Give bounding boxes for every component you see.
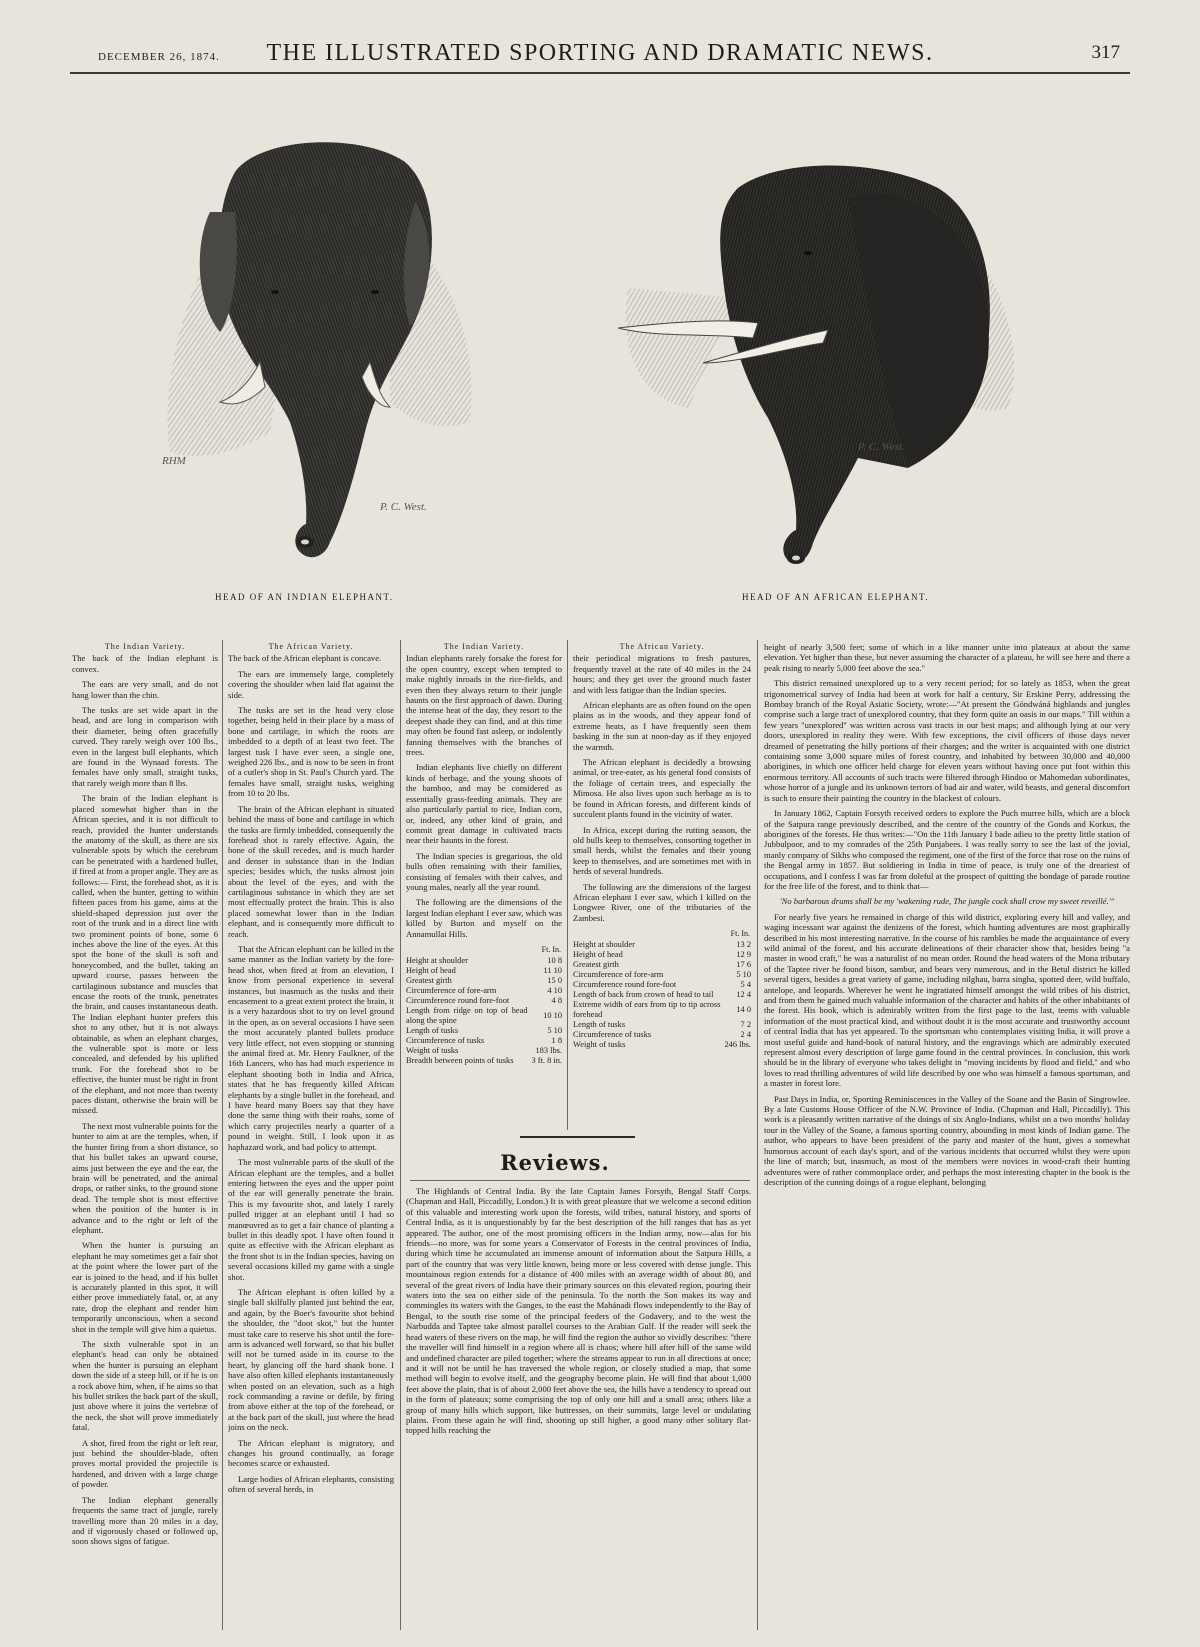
- column-heading: The African Variety.: [619, 642, 705, 651]
- right-plate-caption: HEAD OF AN AFRICAN ELEPHANT.: [742, 592, 930, 602]
- unit-header: Ft. In.: [541, 944, 561, 954]
- column-rule: [400, 640, 401, 1630]
- paragraph: The brain of the African elephant is situated behind the mass of bone and cartilage in which the tusks are firmly imbedded, consequently the forehead shot is rarely effective. Again, the bone of the skull recedes, and is much harder and denser in substance than in the Indian species; besides which, the tusks almost join about the level of the eyes, and with the cartilaginous substance in which they are set most effectually protect the brain. This is also placed somewhat lower than in the Indian elephant, and is consequently more difficult to reach.: [228, 803, 394, 939]
- quoted-verse: 'No barbarous drums shall be my 'wakening rude, The jungle cock shall crow my sweet reveillé.'": [779, 896, 1115, 907]
- table-row: Circumference round fore-foot 5 4: [573, 980, 751, 990]
- paragraph: The following are the dimensions of the largest African elephant I ever saw, which I killed on the Longwee River, one of the tributaries of the Zambesi.: [573, 881, 751, 923]
- issue-date: DECEMBER 26, 1874.: [98, 51, 220, 63]
- paragraph: The most vulnerable parts of the skull of the African elephant are the temples, and a bullet entering between the eyes and the upper point of the ear will generally penetrate the brain. This is my favourite shot, and lately I rarely pulled trigger at an elephant until I had so manœuvred as to get a fair chance of planting a bullet in this deadly spot. I have often found it quite as effective with the African elephant as the front shot is in the Indian species, having on several occasions killed my game with a single shot.: [228, 1157, 394, 1282]
- paragraph: their periodical migrations to fresh pastures, frequently travel at the rate of 40 miles in the 24 hours; and they get over the ground much faster and with less fatigue than the Indian species.: [573, 653, 751, 695]
- svg-text:RHM: RHM: [162, 455, 186, 467]
- paragraph: In January 1862, Captain Forsyth received orders to explore the Puch murree hills, which are a block of the Satpura range previously described, and the centre of the country of the Gonds and Korkus, the aborigines of the forests. He thus writes:—"On the 11th January I bade adieu to the pretty little station of Jubbulpoor, and to my comrades of the 25th Punjabees. I was really sorry to see the last of the jovial, manly company of Sikhs who composed the regiment, one of the first of the force that rose on the ruins of the Bengal army in 1857. But soldiering in India in time of peace, is truly one of the dreariest of occupations, and I confess I was far from doleful at the prospect of quitting the bondage of parade routine for the free life of the forest, and to think that—: [764, 808, 1130, 891]
- table-row: Height at shoulder 13 2: [573, 940, 751, 950]
- page-number: 317: [1091, 42, 1120, 63]
- table-row: Height of head 11 10: [406, 965, 562, 975]
- paragraph: The African elephant is migratory, and changes his ground continually, as forage becomes scarce or exhausted.: [228, 1437, 394, 1469]
- table-row: Circumference of tusks 2 4: [573, 1030, 751, 1040]
- paragraph: The ears are very small, and do not hang lower than the chin.: [72, 679, 218, 700]
- column-rule: [567, 640, 568, 1130]
- paragraph: The Indian elephant generally frequents the same tract of jungle, rarely travelling more than 20 miles in a day, and if vigorously chased or followed up, soon shows signs of fatigue.: [72, 1494, 218, 1547]
- table-row: Greatest girth 17 6: [573, 960, 751, 970]
- left-plate-caption: HEAD OF AN INDIAN ELEPHANT.: [215, 592, 394, 602]
- paragraph: The following are the dimensions of the largest Indian elephant I ever saw, which was killed by Burton and myself on the Annamullai Hills.: [406, 897, 562, 939]
- paragraph: The African elephant is decidedly a browsing animal, or tree-eater, as his general food consists of the foliage of certain trees, and especially the Mimosa. He also lives upon such herbage as is to be found in African forests, and different kinds of succulent plants found in the vicinity of water.: [573, 757, 751, 820]
- table-row: Weight of tusks 183 lbs.: [406, 1045, 562, 1055]
- paragraph: The back of the Indian elephant is convex.: [72, 653, 218, 674]
- column-rule: [222, 640, 223, 1630]
- paragraph: The Highlands of Central India. By the late Captain James Forsyth, Bengal Staff Corps. (Chapman and Hall, Piccadilly, London.) It is with great pleasure that we welcome a second edition of this valuable and interesting work upon the forests, wild tribes, natural history, and sports of Central India, as it is unquestionably by far the best description of the hill ranges that has as yet appeared. The author, one of the most promising officers in the Indian army, now—alas for his friends—no more, was for some years a Conservator of Forests in the central provinces of India, during which time he accumulated an immense amount of information about the Satpura Hills, a part of the country that was very little known, being more or less covered with dense jungle. This mountainous region extends for a distance of 400 miles with an average width of about 80, and several of the great rivers of India have their primary sources on this elevated region, pouring their waters into the sea on either side of the peninsula. To the north the Son makes its way and commingles its waters with the Ganges, to the east the Mahánadi flows independently to the Bay of Bengal, to the south rise some of the principal feeders of the Godavery, and to the west the Narbudda and Taptee take almost parallel courses to the Arabian Gulf. If the reader will seek the head waters of these rivers on the map, he will find the region the author so vividly describes: "there the traveller will find himself in a region where all is chaos; where hill after hill of the same wild and undefined character are piled together; where the streams appear to run in all directions at once; and it will not be until he has traversed the whole region, or closely studied a map, that some method will begin to evolve itself, and the geography become plain. He will find that about 1,000 feet above the plain, that is of about 2,000 feet above the sea, the hills have a tendency to spread out in the form of plateaux; some comprising the top of only one hill and a small area; others like a group of many hills which support, like buttresses, on their summits, large level or undulating plains. From these again he will find, shooting up still higher, a good many other solitary flat-topped hills reaching the: [406, 1186, 751, 1436]
- table-row: Circumference round fore-foot 4 8: [406, 995, 562, 1005]
- table-row: Length of tusks 7 2: [573, 1020, 751, 1030]
- paragraph: The Indian species is gregarious, the old bulls often remaining with their families, consisting of females with their calves, and young males, nearly all the year round.: [406, 850, 562, 892]
- paragraph: The sixth vulnerable spot in an elephant's head can only be obtained when the hunter is pursuing an elephant down the side of a steep hill, or if he is on a rock above him, when, if he aims so that his bullet strikes the back part of the skull, just above where it joins the vertebræ of the neck, the shot will prove immediately fatal.: [72, 1339, 218, 1433]
- table-row: Circumference of fore-arm 4 10: [406, 985, 562, 995]
- table-row: Length from ridge on top of head along the spine 10 10: [406, 1005, 562, 1025]
- paragraph: In Africa, except during the rutting season, the old bulls keep to themselves, consorting together in small herds, whilst the females and their young keep to themselves, and are sometimes met with in herds of several hundreds.: [573, 824, 751, 877]
- paragraph: African elephants are as often found on the open plains as in the woods, and they appear fond of extreme heats, as I have frequently seen them basking in the sun at noon-day as if they enjoyed the warmth.: [573, 700, 751, 752]
- paragraph: That the African elephant can be killed in the same manner as the Indian variety by the fore-head shot, when fired at from an elevation, I know from personal experience in several instances, but inasmuch as the tusks and their encasement to a great extent protect the brain, it is a very hazardous shot to try on level ground in the open, as on several occasions I have seen the most accurately planted bullets produce very little effect, not even stopping or stunning the animal fired at. Mr. Henry Faulkner, of the 16th Lancers, who has had much experience in elephant shooting both in India and Africa, states that he has frequently killed African elephants by a single bullet in the forehead, and I have heard many Boers say that they have done the same thing with their roahs, some of which carry projectiles nearly a quarter of a pound in weight. Still, I look upon it as haphazard work, and bad policy to attempt.: [228, 943, 394, 1152]
- review-highlands-central-india: [406, 1186, 751, 1628]
- reviews-heading: Reviews.: [500, 1150, 610, 1175]
- paragraph: Indian elephants rarely forsake the forest for the open country, except when tempted to make nightly inroads in the rice-fields, and even then they always return to their jungle haunts on the first approach of dawn. During the intense heat of the day, they resort to the deepest shade they can find, and at this time may often be found fast asleep, or indolently fanning themselves with the branches of trees.: [406, 653, 562, 758]
- table-row: Circumference of tusks 1 8: [406, 1035, 562, 1045]
- column-african-variety: [228, 642, 394, 1627]
- paragraph: The tusks are set wide apart in the head, and are long in comparison with their diameter, being often gracefully curved. They rarely weigh over 100 lbs., even in the largest bull elephants, which are found in the Wynaad forests. The females have only small, straight tusks, that rarely weigh more than 8 lbs.: [72, 705, 218, 788]
- paragraph: The African elephant is often killed by a single ball skilfully planted just behind the ear, and again, by the Boer's favourite shot behind the shoulder, the "doot skot," but the hunter must take care to reserve his shot until the fore-arm is advanced well forward, so that his bullet will not be turned aside in its course to the heart, by glancing off the hard shank bone. I have also often killed elephants instantaneously when posted on an elevation, such as a high rock commanding a ravine or defile, by firing from above either at the top of the forehead, or at the back part of the skull, just where the head joins on the neck.: [228, 1286, 394, 1433]
- column-indian-variety: [72, 642, 218, 1627]
- paragraph: The next most vulnerable points for the hunter to aim at are the temples, when, if the hunter firing from a short distance, so that his bullet takes an upward course, aims just between the eye and the ear, the brain will be penetrated, and the animal drops, or rather sinks, to the ground stone dead. The temple shot is most effective when the position of the hunter is in advance and to the right or left of the elephant.: [72, 1120, 218, 1235]
- table-row: Circumference of fore-arm 5 10: [573, 970, 751, 980]
- indian-elephant-engraving: [140, 132, 520, 572]
- table-row: Length of back from crown of head to tail 12 4: [573, 990, 751, 1000]
- column-heading: The African Variety.: [268, 642, 354, 651]
- section-rule: [520, 1136, 635, 1138]
- masthead: [70, 38, 1130, 74]
- indian-dimensions-table: [406, 944, 562, 1066]
- newspaper-title: THE ILLUSTRATED SPORTING AND DRAMATIC NEWS.: [266, 40, 934, 66]
- paragraph: For nearly five years he remained in charge of this wild district, exploring every hill and valley, and waging incessant war against the denizens of the forest, which hunting adventures are most graphically described in his most interesting narrative. In the course of his rambles he made the acquaintance of every wild animal of the forest, and his accurate delineations of their character show that, besides being "a master in wood craft," he was a naturalist of no mean order. Round the head waters of the Mona tributary of the Taptee river he found bison, sambur, and bears very numerous, and in the Betul district he killed several tigers, besides a great variety of game, including nilghau, barra singha, spotted deer, wild buffalo, antelope, and leopards. Wherever he went he ingratiated himself amongst the wild tribes of his district, and from them he gained much valuable information of the character and habits of the other inhabitants of the forest. His book, which is admirably written from the first page to the last, teems with valuable information of the most practical kind, and without doubt it is the most accurate and trustworthy account of central India that has yet appeared. To the sportsman who contemplates visiting India, it will prove a most useful guide and hand-book of natural history, and the engravings which are admirably executed represent almost every description of large game found in the central provinces. In conclusion, this work should be in the library of everyone who takes delight in "moving incidents by flood and field," and who loves to read thrilling adventures of wild life described by one who was himself a famous sportsman, and a master in forest lore.: [764, 911, 1130, 1089]
- table-row: Height at shoulder 10 8: [406, 955, 562, 965]
- left-plate-signature: P. C. West.: [380, 501, 427, 513]
- african-dimensions-table: [573, 928, 751, 1050]
- paragraph: A shot, fired from the right or left rear, just behind the shoulder-blade, often proves mortal provided the projectile is hardened, and driven with a large charge of powder.: [72, 1437, 218, 1490]
- table-row: Weight of tusks 246 lbs.: [573, 1040, 751, 1050]
- paragraph: Indian elephants live chiefly on different kinds of herbage, and the young shoots of the bamboo, and may be considered as essentially grass-feeding animals. They are also particularly partial to rice, Indian corn, or, indeed, any other kind of grain, and commit great damage in cultivated tracts near their haunts in the forest.: [406, 762, 562, 846]
- paragraph: This district remained unexplored up to a very recent period; for so lately as 1853, when the great trigonometrical survey of India had been at work for half a century, Sir Erskine Perry, addressing the Bombay branch of the Royal Asiatic Society, wrote:—"At present the Góndwáná highlands and jungles comprise such a large tract of unexplored country, that they form quite an oasis in our maps." Till within a few years "unexplored" was written across vast tracts in our best maps; and although lying at our very doors, unexplored in reality they were. With few exceptions, the civil officers of those days never dreamed of penetrating the hilly portions of their charges; and the writer is acquainted with one district containing some 3,000 square miles of forest country, and inhabited by between 30,000 and 40,000 aborigines, in which one officer held charge for eleven years without having once put foot within this enormous territory. All accounts of such tracts were filtered through Hindoo or Mahomedan subordinates, whose horror of a jungle and its unknown terrors of bad air and water, wild beasts, and general discomfort is such to ensure their painting the country in the blackest of colours.: [764, 678, 1130, 803]
- column-heading: The Indian Variety.: [104, 642, 186, 651]
- column-review-continued: [764, 642, 1130, 1627]
- right-plate-signature: P. C. West.: [858, 441, 905, 453]
- table-row: Length of tusks 5 10: [406, 1025, 562, 1035]
- column-rule: [757, 640, 758, 1630]
- paragraph: Large bodies of African elephants, consisting often of several herds, in: [228, 1473, 394, 1495]
- table-row: Greatest girth 15 0: [406, 975, 562, 985]
- paragraph: The tusks are set in the head very close together, being held in their place by a mass of bone and cartilage, in which the roots are imbedded to a depth of at least two feet. The largest tusk I have ever seen, a single one, weighed 226 lbs., and is now to be seen in front of a cutler's shop in St. Paul's Church yard. The females have small, straight tusks, weighing from 10 to 20 lbs.: [228, 705, 394, 799]
- paragraph: The ears are immensely large, completely covering the shoulder when laid flat against the side.: [228, 668, 394, 700]
- section-rule: [410, 1180, 750, 1181]
- table-row: Extreme width of ears from tip to tip across forehead 14 0: [573, 1000, 751, 1020]
- column-african-variety-2: [573, 642, 751, 1137]
- table-row: Breadth between points of tusks 3 ft. 8 in.: [406, 1055, 562, 1065]
- column-indian-variety-2: [406, 642, 562, 1137]
- paragraph: height of nearly 3,500 feet; some of which in a like manner unite into plateaux at about the same elevation. Yet higher than these, but never assuming the character of a plateau, he will see here and there a peak rising to nearly 5,000 feet above the sea.": [764, 642, 1130, 673]
- unit-header: Ft. In.: [730, 929, 750, 939]
- paragraph: The brain of the Indian elephant is placed somewhat higher than in the African species, and it is not difficult to reach, provided the hunter understands the anatomy of the skull, as there are six vulnerable spots by which the cerebrum can be penetrated with a hardened bullet, if fired at from a proper angle. They are as follows:— First, the forehead shot, as it is called, when the hunter, getting to within fifteen paces from his game, aims at the shield-shaped depression just over the root of the trunk and in a direct line with two prominent points of bone, some 6 inches above the line of the eyes. At this spot the bone of the skull is soft and honeycombed, and the bullet, taking an upward course, passes between the cartilaginous substance and muscles that encase the roots of the trunk, penetrates the brain, and causes instantaneous death. The Indian elephant hunter prefers this shot to any other, but it is not always obtainable, as when an elephant charges, the vulnerable spot is more or less concealed, and defended by his uplifted trunk. For the forehead shot to be effective, the hunter must be right in front of the elephant, and not more than twenty paces distant, otherwise the brain will be missed.: [72, 793, 218, 1116]
- paragraph: When the hunter is pursuing an elephant he may sometimes get a fair shot at the point where the lower part of the ear is joined to the head, and if his bullet is accurately planted in this spot, it will either prove immediately fatal, or, at any rate, drop the elephant and render him temporarily unconscious, when a second shot in the temple will give him a quietus.: [72, 1240, 218, 1334]
- paragraph: The back of the African elephant is concave.: [228, 653, 382, 664]
- paragraph: Past Days in India, or, Sporting Reminiscences in the Valley of the Soane and the Basin of Singrowlee. By a late Customs House Officer of the N.W. Province of India. (Chapman and Hall, Piccadilly). This work is a pleasantly written narrative of the doings of six Anglo-Indians, whilst on a two months' holiday tour in the Valley of the Soane, a famous sporting country, abounding in most kinds of Indian game. The author, who appears to have been president of the party and master of the hunt, gives a somewhat humorous account of each day's sport, and of the various incidents that occurred whilst they were upon the line of march; but, inasmuch, as most of the members were novices in wood-craft their hunting adventures were of rather commonplace order, and perhaps the most interesting chapter in the book is the description of the cunning doings of a rogue elephant, belonging: [764, 1093, 1130, 1187]
- column-heading: The Indian Variety.: [443, 642, 525, 651]
- table-row: Height of head 12 9: [573, 950, 751, 960]
- african-elephant-engraving: [618, 158, 1038, 588]
